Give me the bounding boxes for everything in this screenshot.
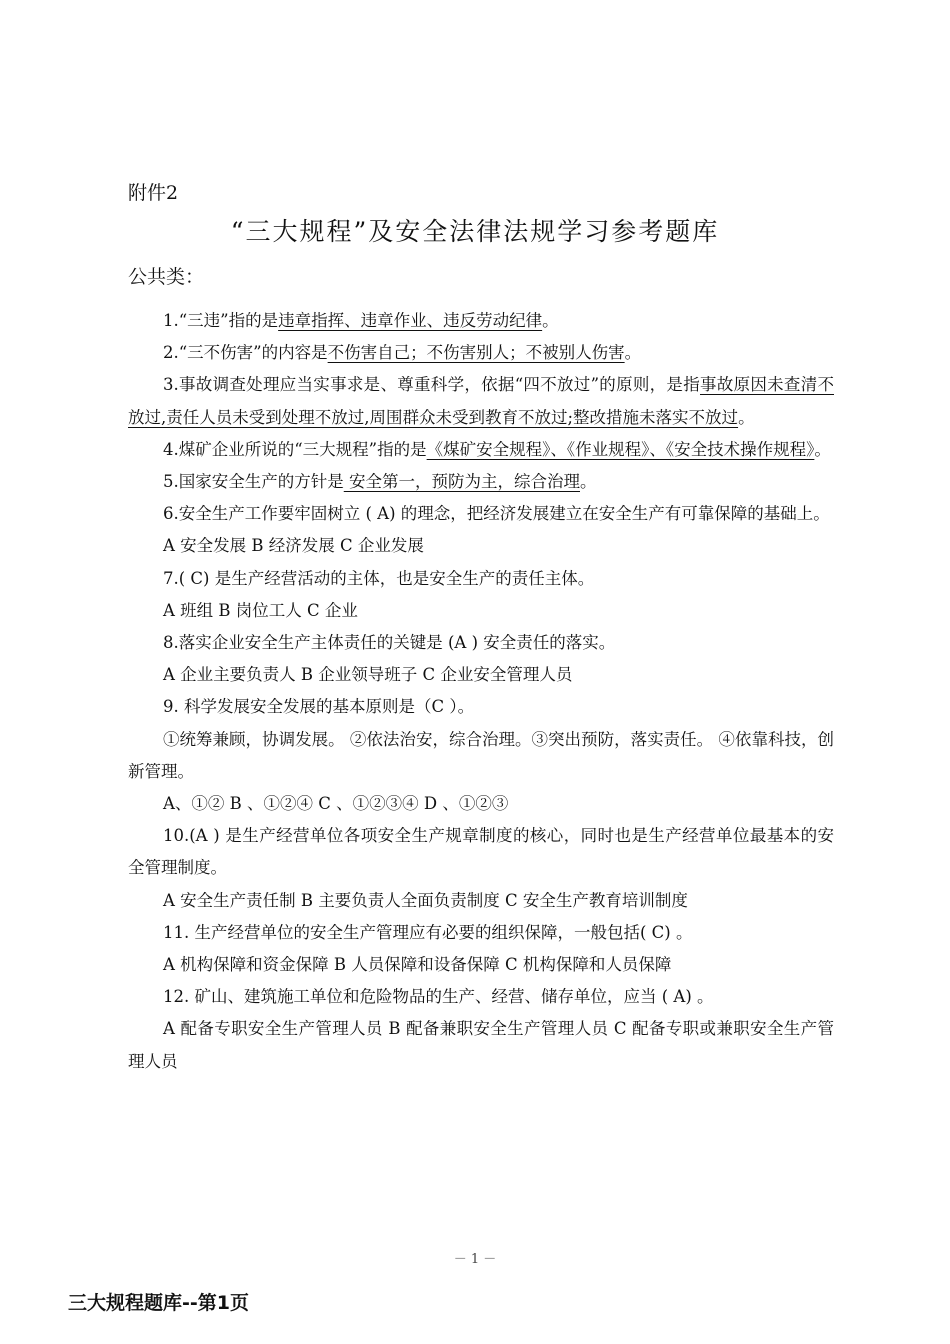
question-item [128, 369, 834, 433]
question-line: 9. 科学发展安全发展的基本原则是（C ）。 [163, 697, 475, 717]
section-heading: 公共类： [128, 266, 205, 288]
answer-underlined: 违章指挥、违章作业、违反劳动纪律 [278, 311, 543, 330]
footer-caption: 三大规程题库--第1页 [68, 1292, 249, 1314]
question-line: 12. 矿山、建筑施工单位和危险物品的生产、经营、储存单位，应当 ( A) 。 [163, 987, 714, 1007]
question-line: 7.( C) 是生产经营活动的主体，也是安全生产的责任主体。 [163, 568, 595, 588]
options-line: A 安全生产责任制 B 主要负责人全面负责制度 C 安全生产教育培训制度 [163, 890, 688, 910]
question-end: 。 [738, 407, 755, 427]
options-line: A 配备专职安全生产管理人员 B 配备兼职安全生产管理人员 C 配备专职或兼职安全生产管理人员 [128, 1019, 834, 1071]
answer-underlined: 安全第一，预防为主，综合治理 [343, 472, 580, 492]
question-text: 3.事故调查处理应当实事求是、尊重科学，依据“四不放过”的原则，是指 [163, 375, 700, 395]
document-title: “三大规程”及安全法律法规学习参考题库 [230, 217, 720, 246]
question-line: 6.安全生产工作要牢固树立 ( A) 的理念，把经济发展建立在安全生产有可靠保障的基础上。 [163, 504, 830, 524]
answer-underlined: 《煤矿安全规程》、《作业规程》、《安全技术操作规程》 [426, 439, 815, 459]
question-end: 。 [814, 439, 831, 459]
question-text: 4.煤矿企业所说的“三大规程”指的是 [163, 439, 427, 459]
question-line: 10.(A ) 是生产经营单位各项安全生产规章制度的核心，同时也是生产经营单位最基本的安全管理制度。 [128, 826, 834, 878]
question-text: 5.国家安全生产的方针是 [163, 472, 344, 492]
statements-line: ①统筹兼顾，协调发展。 ②依法治安，综合治理。③突出预防，落实责任。 ④依靠科技，创新管理。 [128, 729, 834, 781]
question-list [128, 305, 834, 1078]
question-end: 。 [542, 311, 559, 330]
options-line: A 机构保障和资金保障 B 人员保障和设备保障 C 机构保障和人员保障 [163, 955, 672, 975]
question-text: 2.“三不伤害”的内容是 [163, 343, 328, 363]
options-line: A、①② B 、①②④ C 、①②③④ D 、①②③ [163, 794, 509, 814]
question-item [128, 466, 834, 498]
question-line: 8.落实企业安全生产主体责任的关键是 (A ) 安全责任的落实。 [163, 633, 616, 653]
question-end: 。 [624, 343, 642, 363]
question-item [128, 434, 834, 466]
options-line: A 企业主要负责人 B 企业领导班子 C 企业安全管理人员 [163, 665, 573, 685]
answer-underlined: 事故原因未查清不放过,责任人员未受到处理不放过,周围群众未受到教育不放过;整改措施未落实不放过 [128, 375, 834, 427]
question-item [128, 337, 834, 369]
answer-underlined: 不伤害自己；不伤害别人；不被别人伤害 [327, 343, 625, 363]
question-text: 1.“三违”指的是 [163, 311, 279, 330]
page-number: － 1 － [453, 1252, 497, 1267]
question-item [128, 305, 834, 337]
attachment-label: 附件2 [128, 182, 179, 204]
question-end: 。 [580, 472, 597, 492]
options-line: A 安全发展 B 经济发展 C 企业发展 [163, 536, 424, 556]
options-line: A 班组 B 岗位工人 C 企业 [163, 600, 358, 620]
question-line: 11. 生产经营单位的安全生产管理应有必要的组织保障，一般包括( C) 。 [163, 922, 693, 942]
